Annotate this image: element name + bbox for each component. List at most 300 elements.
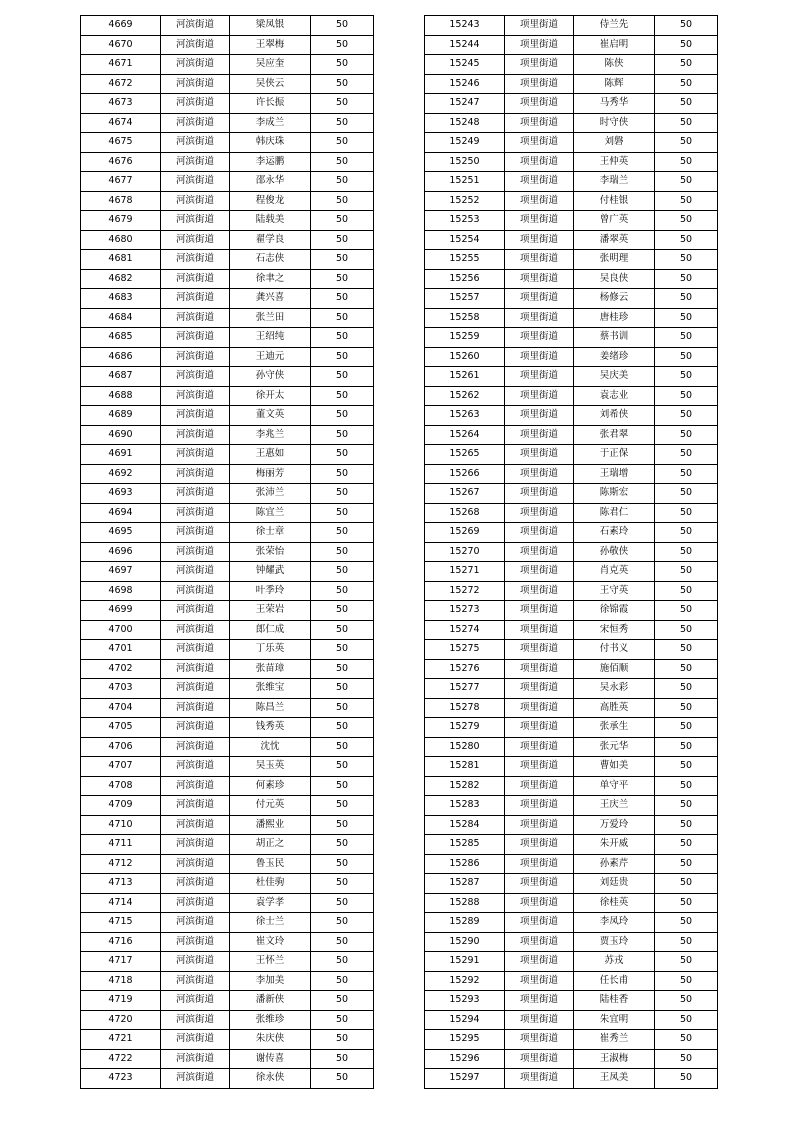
- row-number-cell: 4671: [81, 55, 161, 75]
- name-cell: 付书义: [574, 640, 655, 660]
- street-cell: 项里街道: [505, 796, 574, 816]
- street-cell: 河滨街道: [161, 367, 230, 387]
- row-number-cell: 4701: [81, 640, 161, 660]
- table-row: [81, 737, 374, 757]
- row-number-cell: 15268: [425, 503, 505, 523]
- street-cell: 项里街道: [505, 971, 574, 991]
- row-number-cell: 4707: [81, 757, 161, 777]
- name-cell: 宋恒秀: [574, 620, 655, 640]
- row-number-cell: 4685: [81, 328, 161, 348]
- row-number-cell: 15247: [425, 94, 505, 114]
- row-number-cell: 15275: [425, 640, 505, 660]
- name-cell: 孙守侠: [230, 367, 311, 387]
- row-number-cell: 4720: [81, 1010, 161, 1030]
- amount-cell: 50: [655, 874, 718, 894]
- row-number-cell: 4681: [81, 250, 161, 270]
- name-cell: 陆桂香: [574, 991, 655, 1011]
- row-number-cell: 15280: [425, 737, 505, 757]
- amount-cell: 50: [655, 74, 718, 94]
- amount-cell: 50: [655, 737, 718, 757]
- amount-cell: 50: [655, 776, 718, 796]
- table-row: [81, 913, 374, 933]
- amount-cell: 50: [655, 757, 718, 777]
- name-cell: 钱秀英: [230, 718, 311, 738]
- table-row: [425, 94, 718, 114]
- name-cell: 钟耀武: [230, 562, 311, 582]
- row-number-cell: 4686: [81, 347, 161, 367]
- name-cell: 王迪元: [230, 347, 311, 367]
- amount-cell: 50: [655, 464, 718, 484]
- name-cell: 吴庆美: [574, 367, 655, 387]
- street-cell: 河滨街道: [161, 94, 230, 114]
- table-row: [81, 581, 374, 601]
- street-cell: 项里街道: [505, 425, 574, 445]
- street-cell: 项里街道: [505, 542, 574, 562]
- table-row: [425, 55, 718, 75]
- table-row: [425, 737, 718, 757]
- street-cell: 项里街道: [505, 347, 574, 367]
- street-cell: 河滨街道: [161, 230, 230, 250]
- name-cell: 张元华: [574, 737, 655, 757]
- street-cell: 项里街道: [505, 230, 574, 250]
- street-cell: 河滨街道: [161, 932, 230, 952]
- name-cell: 潘翠英: [574, 230, 655, 250]
- name-cell: 高胜英: [574, 698, 655, 718]
- name-cell: 龚兴喜: [230, 289, 311, 309]
- amount-cell: 50: [655, 94, 718, 114]
- row-number-cell: 15246: [425, 74, 505, 94]
- amount-cell: 50: [655, 191, 718, 211]
- row-number-cell: 15265: [425, 445, 505, 465]
- row-number-cell: 15255: [425, 250, 505, 270]
- left-table-body: [81, 16, 374, 1089]
- row-number-cell: 15260: [425, 347, 505, 367]
- name-cell: 董文英: [230, 406, 311, 426]
- amount-cell: 50: [311, 737, 374, 757]
- amount-cell: 50: [655, 367, 718, 387]
- row-number-cell: 15267: [425, 484, 505, 504]
- street-cell: 河滨街道: [161, 152, 230, 172]
- table-row: [425, 523, 718, 543]
- street-cell: 河滨街道: [161, 113, 230, 133]
- table-row: [425, 698, 718, 718]
- row-number-cell: 15277: [425, 679, 505, 699]
- amount-cell: 50: [311, 55, 374, 75]
- row-number-cell: 4687: [81, 367, 161, 387]
- amount-cell: 50: [655, 971, 718, 991]
- table-row: [425, 74, 718, 94]
- street-cell: 项里街道: [505, 1030, 574, 1050]
- name-cell: 孙敬侠: [574, 542, 655, 562]
- table-row: [81, 35, 374, 55]
- street-cell: 项里街道: [505, 698, 574, 718]
- table-row: [81, 640, 374, 660]
- name-cell: 谢传喜: [230, 1049, 311, 1069]
- name-cell: 马秀华: [574, 94, 655, 114]
- table-row: [81, 601, 374, 621]
- amount-cell: 50: [311, 35, 374, 55]
- row-number-cell: 4672: [81, 74, 161, 94]
- street-cell: 项里街道: [505, 1010, 574, 1030]
- row-number-cell: 4692: [81, 464, 161, 484]
- row-number-cell: 4704: [81, 698, 161, 718]
- name-cell: 王绍纯: [230, 328, 311, 348]
- street-cell: 河滨街道: [161, 659, 230, 679]
- row-number-cell: 4679: [81, 211, 161, 231]
- amount-cell: 50: [311, 776, 374, 796]
- table-row: [81, 776, 374, 796]
- name-cell: 徐桂英: [574, 893, 655, 913]
- name-cell: 潘新侠: [230, 991, 311, 1011]
- row-number-cell: 4702: [81, 659, 161, 679]
- name-cell: 徐士章: [230, 523, 311, 543]
- row-number-cell: 15256: [425, 269, 505, 289]
- row-number-cell: 4673: [81, 94, 161, 114]
- amount-cell: 50: [655, 796, 718, 816]
- row-number-cell: 4694: [81, 503, 161, 523]
- street-cell: 河滨街道: [161, 211, 230, 231]
- street-cell: 项里街道: [505, 835, 574, 855]
- amount-cell: 50: [311, 269, 374, 289]
- amount-cell: 50: [311, 16, 374, 36]
- amount-cell: 50: [655, 347, 718, 367]
- row-number-cell: 15258: [425, 308, 505, 328]
- street-cell: 河滨街道: [161, 445, 230, 465]
- street-cell: 项里街道: [505, 737, 574, 757]
- amount-cell: 50: [655, 328, 718, 348]
- street-cell: 项里街道: [505, 562, 574, 582]
- name-cell: 崔文玲: [230, 932, 311, 952]
- name-cell: 鲁玉民: [230, 854, 311, 874]
- table-row: [425, 776, 718, 796]
- amount-cell: 50: [311, 328, 374, 348]
- street-cell: 河滨街道: [161, 874, 230, 894]
- street-cell: 项里街道: [505, 913, 574, 933]
- name-cell: 许长振: [230, 94, 311, 114]
- street-cell: 河滨街道: [161, 718, 230, 738]
- table-row: [81, 854, 374, 874]
- name-cell: 刘希侠: [574, 406, 655, 426]
- row-number-cell: 15271: [425, 562, 505, 582]
- row-number-cell: 4706: [81, 737, 161, 757]
- table-row: [81, 971, 374, 991]
- row-number-cell: 4696: [81, 542, 161, 562]
- row-number-cell: 4691: [81, 445, 161, 465]
- amount-cell: 50: [655, 659, 718, 679]
- street-cell: 河滨街道: [161, 250, 230, 270]
- amount-cell: 50: [311, 503, 374, 523]
- street-cell: 项里街道: [505, 35, 574, 55]
- name-cell: 沈忱: [230, 737, 311, 757]
- row-number-cell: 15274: [425, 620, 505, 640]
- table-row: [425, 172, 718, 192]
- name-cell: 孙素芹: [574, 854, 655, 874]
- amount-cell: 50: [311, 640, 374, 660]
- name-cell: 王怀兰: [230, 952, 311, 972]
- amount-cell: 50: [311, 757, 374, 777]
- row-number-cell: 4695: [81, 523, 161, 543]
- amount-cell: 50: [311, 386, 374, 406]
- name-cell: 陈斯宏: [574, 484, 655, 504]
- table-row: [425, 289, 718, 309]
- amount-cell: 50: [311, 152, 374, 172]
- table-row: [425, 406, 718, 426]
- street-cell: 河滨街道: [161, 971, 230, 991]
- name-cell: 徐聿之: [230, 269, 311, 289]
- street-cell: 项里街道: [505, 620, 574, 640]
- amount-cell: 50: [311, 211, 374, 231]
- row-number-cell: 4669: [81, 16, 161, 36]
- row-number-cell: 15291: [425, 952, 505, 972]
- table-row: [425, 659, 718, 679]
- table-row: [425, 542, 718, 562]
- amount-cell: 50: [311, 913, 374, 933]
- row-number-cell: 15279: [425, 718, 505, 738]
- name-cell: 翟学良: [230, 230, 311, 250]
- row-number-cell: 4689: [81, 406, 161, 426]
- table-row: [81, 367, 374, 387]
- amount-cell: 50: [311, 308, 374, 328]
- name-cell: 肖克英: [574, 562, 655, 582]
- name-cell: 张维宝: [230, 679, 311, 699]
- name-cell: 张承生: [574, 718, 655, 738]
- name-cell: 刘磐: [574, 133, 655, 153]
- name-cell: 梅丽芳: [230, 464, 311, 484]
- table-row: [81, 230, 374, 250]
- street-cell: 河滨街道: [161, 1030, 230, 1050]
- street-cell: 河滨街道: [161, 952, 230, 972]
- table-row: [81, 542, 374, 562]
- row-number-cell: 4709: [81, 796, 161, 816]
- name-cell: 张明理: [574, 250, 655, 270]
- name-cell: 曹如美: [574, 757, 655, 777]
- amount-cell: 50: [655, 55, 718, 75]
- table-row: [425, 562, 718, 582]
- amount-cell: 50: [311, 971, 374, 991]
- row-number-cell: 15266: [425, 464, 505, 484]
- name-cell: 徐永侠: [230, 1069, 311, 1089]
- table-row: [425, 854, 718, 874]
- name-cell: 付元英: [230, 796, 311, 816]
- name-cell: 陈辉: [574, 74, 655, 94]
- amount-cell: 50: [655, 269, 718, 289]
- table-row: [425, 211, 718, 231]
- amount-cell: 50: [655, 893, 718, 913]
- amount-cell: 50: [655, 152, 718, 172]
- amount-cell: 50: [655, 601, 718, 621]
- amount-cell: 50: [655, 718, 718, 738]
- row-number-cell: 4693: [81, 484, 161, 504]
- name-cell: 侍兰先: [574, 16, 655, 36]
- street-cell: 项里街道: [505, 991, 574, 1011]
- table-row: [81, 445, 374, 465]
- name-cell: 叶季玲: [230, 581, 311, 601]
- name-cell: 王庆兰: [574, 796, 655, 816]
- row-number-cell: 15261: [425, 367, 505, 387]
- street-cell: 河滨街道: [161, 503, 230, 523]
- name-cell: 李成兰: [230, 113, 311, 133]
- amount-cell: 50: [655, 952, 718, 972]
- table-row: [81, 620, 374, 640]
- name-cell: 王淑梅: [574, 1049, 655, 1069]
- name-cell: 何素珍: [230, 776, 311, 796]
- amount-cell: 50: [311, 289, 374, 309]
- amount-cell: 50: [311, 250, 374, 270]
- name-cell: 王守英: [574, 581, 655, 601]
- right-table-body: [425, 16, 718, 1089]
- street-cell: 河滨街道: [161, 464, 230, 484]
- street-cell: 项里街道: [505, 211, 574, 231]
- street-cell: 项里街道: [505, 854, 574, 874]
- row-number-cell: 4721: [81, 1030, 161, 1050]
- row-number-cell: 4705: [81, 718, 161, 738]
- amount-cell: 50: [655, 1010, 718, 1030]
- street-cell: 项里街道: [505, 523, 574, 543]
- street-cell: 项里街道: [505, 601, 574, 621]
- row-number-cell: 4710: [81, 815, 161, 835]
- amount-cell: 50: [311, 1010, 374, 1030]
- name-cell: 张荣怡: [230, 542, 311, 562]
- street-cell: 河滨街道: [161, 133, 230, 153]
- street-cell: 河滨街道: [161, 523, 230, 543]
- name-cell: 崔启明: [574, 35, 655, 55]
- amount-cell: 50: [655, 133, 718, 153]
- amount-cell: 50: [311, 620, 374, 640]
- street-cell: 项里街道: [505, 757, 574, 777]
- row-number-cell: 15257: [425, 289, 505, 309]
- table-row: [425, 133, 718, 153]
- row-number-cell: 15264: [425, 425, 505, 445]
- table-row: [425, 640, 718, 660]
- table-row: [81, 1030, 374, 1050]
- table-row: [425, 425, 718, 445]
- row-number-cell: 15295: [425, 1030, 505, 1050]
- row-number-cell: 4723: [81, 1069, 161, 1089]
- name-cell: 张君翠: [574, 425, 655, 445]
- street-cell: 河滨街道: [161, 74, 230, 94]
- row-number-cell: 15293: [425, 991, 505, 1011]
- name-cell: 张兰田: [230, 308, 311, 328]
- street-cell: 河滨街道: [161, 35, 230, 55]
- table-row: [81, 269, 374, 289]
- table-row: [81, 991, 374, 1011]
- table-row: [425, 269, 718, 289]
- table-row: [81, 796, 374, 816]
- street-cell: 项里街道: [505, 874, 574, 894]
- street-cell: 河滨街道: [161, 854, 230, 874]
- amount-cell: 50: [311, 991, 374, 1011]
- amount-cell: 50: [655, 854, 718, 874]
- name-cell: 陈昌兰: [230, 698, 311, 718]
- table-row: [81, 191, 374, 211]
- row-number-cell: 15288: [425, 893, 505, 913]
- name-cell: 吴玉英: [230, 757, 311, 777]
- street-cell: 项里街道: [505, 464, 574, 484]
- amount-cell: 50: [311, 464, 374, 484]
- amount-cell: 50: [311, 347, 374, 367]
- table-row: [81, 874, 374, 894]
- amount-cell: 50: [655, 913, 718, 933]
- name-cell: 石志侠: [230, 250, 311, 270]
- name-cell: 张沛兰: [230, 484, 311, 504]
- row-number-cell: 4688: [81, 386, 161, 406]
- street-cell: 河滨街道: [161, 562, 230, 582]
- table-row: [425, 445, 718, 465]
- table-row: [81, 55, 374, 75]
- row-number-cell: 15276: [425, 659, 505, 679]
- row-number-cell: 4712: [81, 854, 161, 874]
- name-cell: 杜佳驹: [230, 874, 311, 894]
- amount-cell: 50: [311, 113, 374, 133]
- name-cell: 朱宜明: [574, 1010, 655, 1030]
- name-cell: 李兆兰: [230, 425, 311, 445]
- name-cell: 徐锦霞: [574, 601, 655, 621]
- row-number-cell: 15272: [425, 581, 505, 601]
- street-cell: 河滨街道: [161, 835, 230, 855]
- amount-cell: 50: [311, 874, 374, 894]
- row-number-cell: 15249: [425, 133, 505, 153]
- table-row: [81, 289, 374, 309]
- row-number-cell: 15282: [425, 776, 505, 796]
- name-cell: 刘廷贵: [574, 874, 655, 894]
- table-row: [425, 971, 718, 991]
- name-cell: 郎仁成: [230, 620, 311, 640]
- amount-cell: 50: [311, 445, 374, 465]
- table-row: [81, 113, 374, 133]
- street-cell: 河滨街道: [161, 601, 230, 621]
- amount-cell: 50: [311, 796, 374, 816]
- table-row: [425, 913, 718, 933]
- amount-cell: 50: [311, 94, 374, 114]
- amount-cell: 50: [655, 35, 718, 55]
- amount-cell: 50: [655, 503, 718, 523]
- name-cell: 王荣岩: [230, 601, 311, 621]
- table-row: [425, 230, 718, 250]
- name-cell: 施佰顺: [574, 659, 655, 679]
- amount-cell: 50: [311, 191, 374, 211]
- row-number-cell: 4711: [81, 835, 161, 855]
- row-number-cell: 4674: [81, 113, 161, 133]
- row-number-cell: 4715: [81, 913, 161, 933]
- name-cell: 邵永华: [230, 172, 311, 192]
- street-cell: 河滨街道: [161, 776, 230, 796]
- name-cell: 丁乐英: [230, 640, 311, 660]
- row-number-cell: 15294: [425, 1010, 505, 1030]
- row-number-cell: 4680: [81, 230, 161, 250]
- name-cell: 王仲英: [574, 152, 655, 172]
- name-cell: 朱开威: [574, 835, 655, 855]
- row-number-cell: 15296: [425, 1049, 505, 1069]
- street-cell: 项里街道: [505, 932, 574, 952]
- table-row: [81, 172, 374, 192]
- table-row: [81, 464, 374, 484]
- amount-cell: 50: [311, 835, 374, 855]
- street-cell: 项里街道: [505, 952, 574, 972]
- table-row: [81, 698, 374, 718]
- table-row: [81, 952, 374, 972]
- table-row: [81, 152, 374, 172]
- table-row: [81, 659, 374, 679]
- name-cell: 任长甫: [574, 971, 655, 991]
- street-cell: 项里街道: [505, 679, 574, 699]
- street-cell: 项里街道: [505, 55, 574, 75]
- street-cell: 项里街道: [505, 16, 574, 36]
- name-cell: 杨修云: [574, 289, 655, 309]
- street-cell: 项里街道: [505, 640, 574, 660]
- row-number-cell: 15270: [425, 542, 505, 562]
- street-cell: 河滨街道: [161, 991, 230, 1011]
- street-cell: 项里街道: [505, 367, 574, 387]
